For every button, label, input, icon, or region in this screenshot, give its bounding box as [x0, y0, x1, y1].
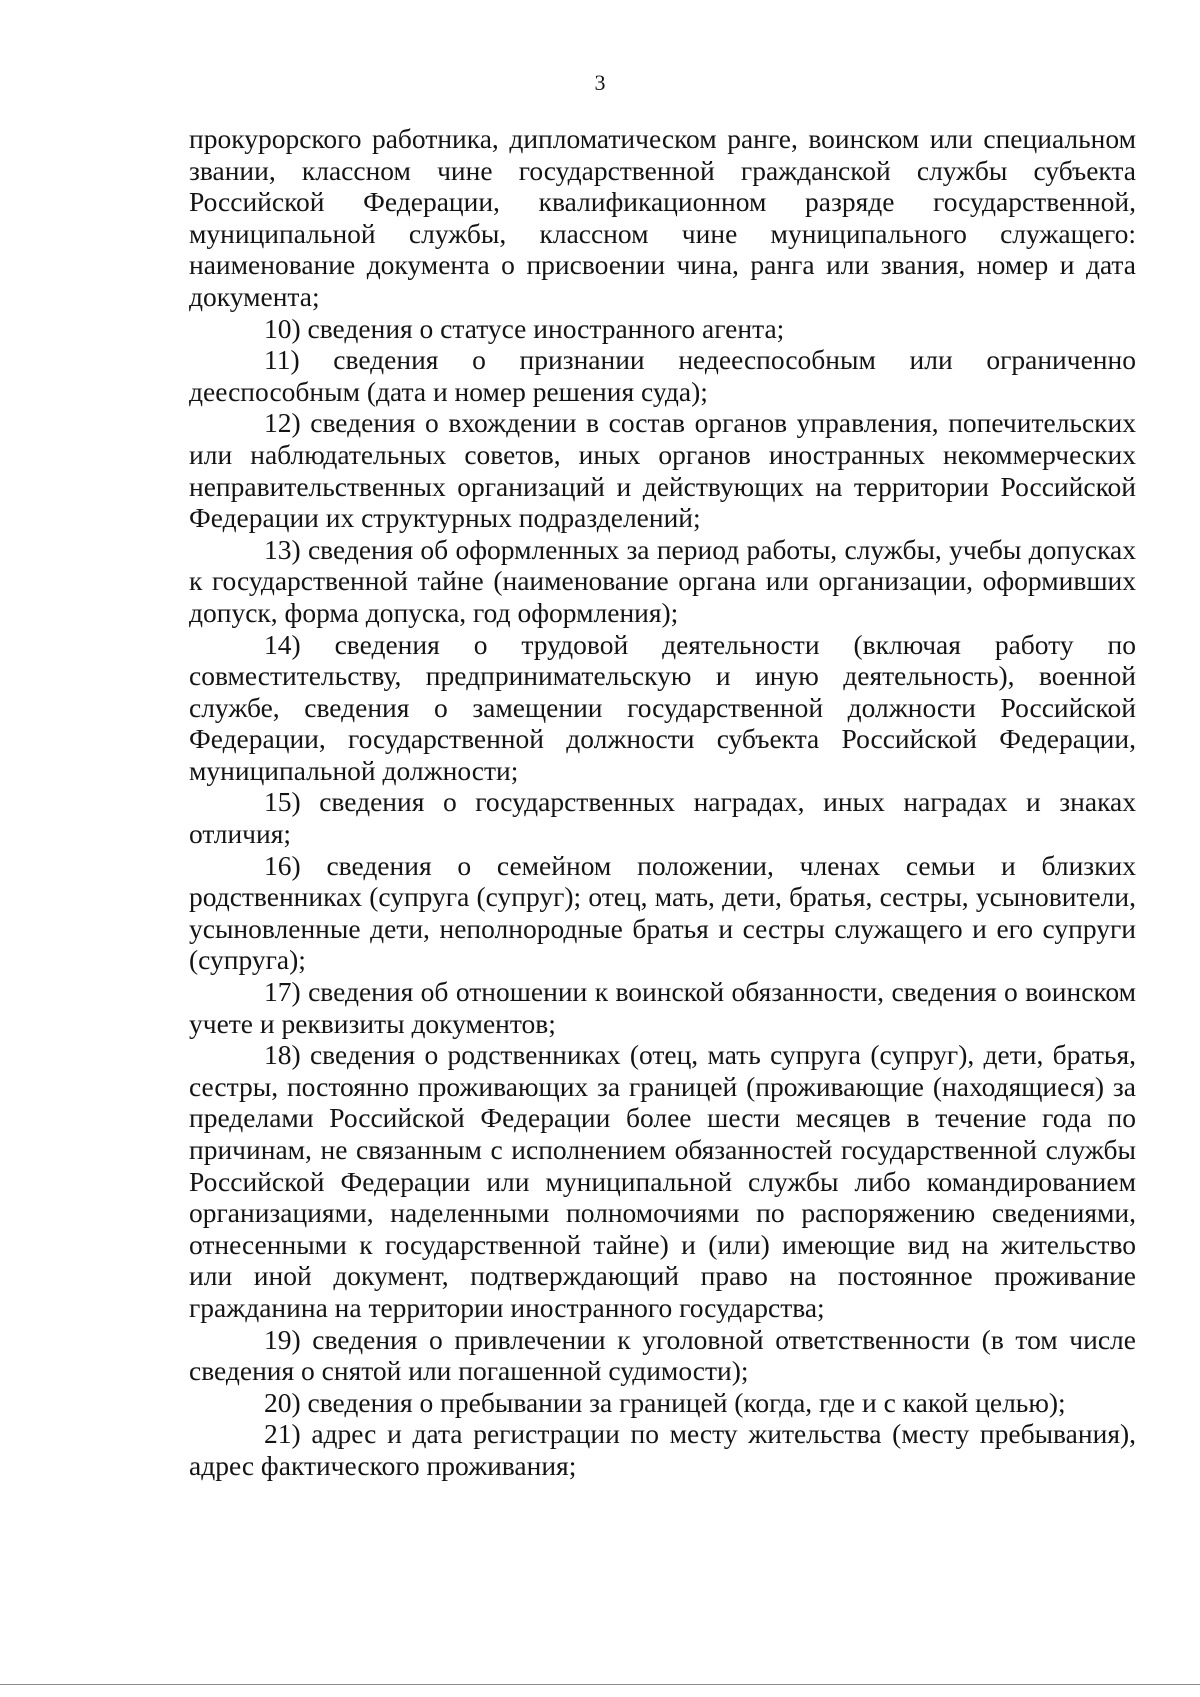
list-item-21: 21) адрес и дата регистрации по месту жительства (месту пребывания), адрес фактического проживания; [189, 1418, 1136, 1481]
bottom-scan-line [0, 1684, 1200, 1685]
list-item-17: 17) сведения об отношении к воинской обязанности, сведения о воинском учете и реквизиты документов; [189, 976, 1136, 1039]
list-item-13: 13) сведения об оформленных за период работы, службы, учебы допусках к государственной тайне (наименование органа или организации, оформивших допуск, форма допуска, год оформления); [189, 533, 1136, 628]
list-item-19: 19) сведения о привлечении к уголовной ответственности (в том числе сведения о снятой или погашенной судимости); [189, 1323, 1136, 1387]
list-item-16: 16) сведения о семейном положении, членах семьи и близких родственниках (супруга (супруг); отец, мать, дети, братья, сестры, усыновители, усыновленные дети, неполнородные братья и сестры служащего и его супруги (супруга); [189, 849, 1136, 976]
list-item-10: 10) сведения о статусе иностранного агента; [264, 312, 785, 344]
list-item-20: 20) сведения о пребывании за границей (когда, где и с какой целью); [264, 1386, 1066, 1418]
list-item-15: 15) сведения о государственных наградах, иных наградах и знаках отличия; [189, 786, 1136, 850]
list-item-11: 11) сведения о признании недееспособным или ограниченно дееспособным (дата и номер решения суда); [189, 344, 1136, 407]
list-item-14: 14) сведения о трудовой деятельности (включая работу по совместительству, предпринимательскую и иную деятельность), военной службе, сведения о замещении государственной должности Российской Федерации, государственной должности субъекта Российской Федерации, муниципальной должности; [189, 628, 1136, 786]
paragraph-continuation: прокурорского работника, дипломатическом ранге, воинском или специальном звании, классном чине государственной гражданской службы субъекта Российской Федерации, квалификационном разряде государственной, муниципальной службы, классном чине муниципального служащего: наименование документа о присвоении чина, ранга или звания, номер и дата документа; [189, 123, 1136, 312]
page-number: 3 [594, 70, 606, 95]
list-item-12: 12) сведения о вхождении в состав органов управления, попечительских или наблюдательных советов, иных органов иностранных некоммерческих неправительственных организаций и действующих на территории Российской Федерации их структурных подразделений; [189, 407, 1136, 534]
list-item-18: 18) сведения о родственниках (отец, мать супруга (супруг), дети, братья, сестры, постоянно проживающих за границей (проживающие (находящиеся) за пределами Российской Федерации более шести месяцев в течение года по причинам, не связанным с исполнением обязанностей государственной службы Российской Федерации или муниципальной службы либо командированием организациями, наделенными полномочиями по распоряжению сведениями, отнесенными к государственной тайне) и (или) имеющие вид на жительство или иной документ, подтверждающий право на постоянное проживание гражданина на территории иностранного государства; [189, 1039, 1136, 1323]
document-body [189, 123, 1136, 1482]
